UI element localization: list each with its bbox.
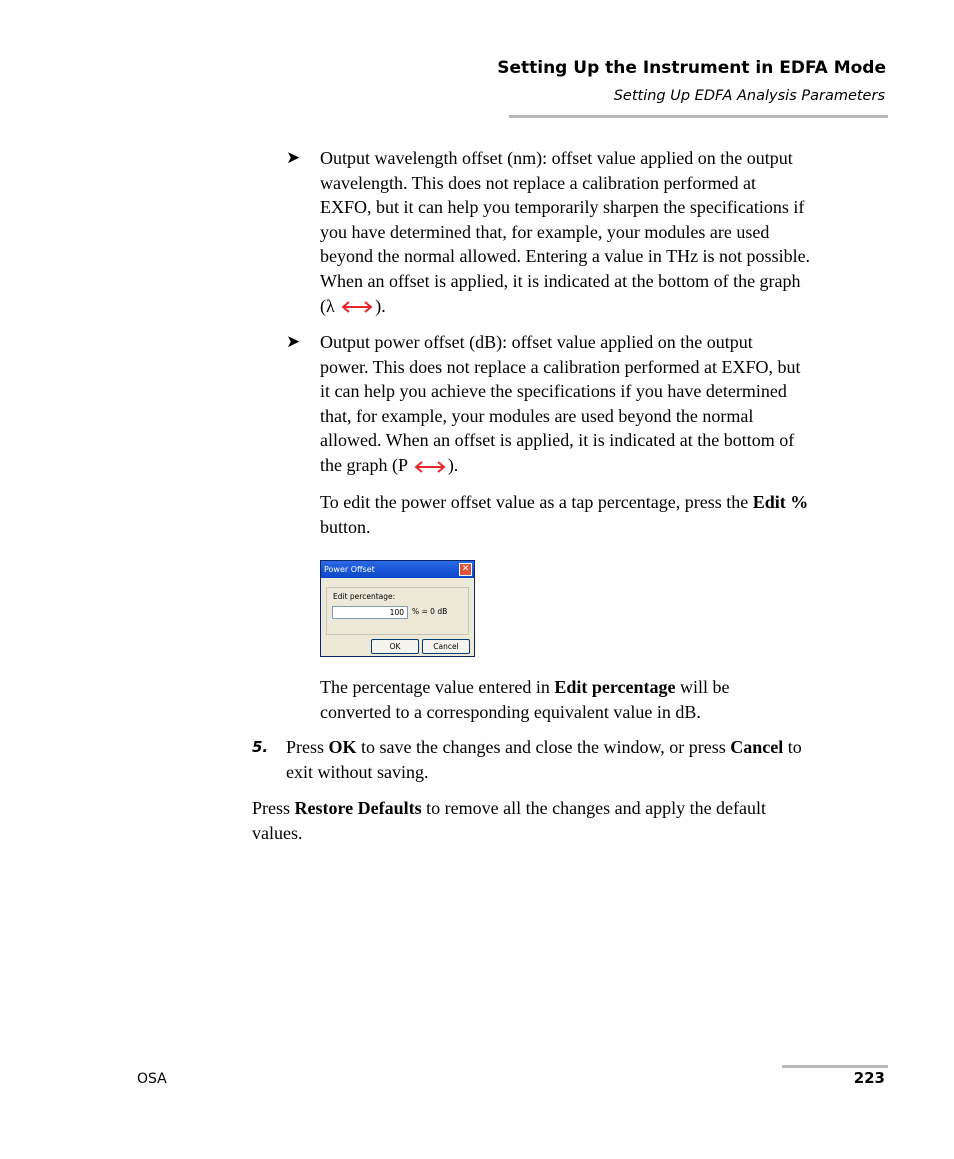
dialog-title: Power Offset xyxy=(324,565,375,574)
text-line: exit without saving. xyxy=(286,761,429,782)
text-line: you have determined that, for example, your modules are used xyxy=(320,221,770,242)
bold-term: Cancel xyxy=(730,737,784,757)
ok-button[interactable]: OK xyxy=(371,639,419,654)
dialog-title-bar xyxy=(321,561,474,578)
percentage-input[interactable]: 100 xyxy=(332,606,408,619)
text-run: To edit the power offset value as a tap percentage, press the xyxy=(320,492,753,512)
text-line: When an offset is applied, it is indicated at the bottom of the graph xyxy=(320,270,801,291)
conversion-note xyxy=(320,675,730,724)
power-offset-dialog xyxy=(320,560,475,657)
step-number: 5. xyxy=(252,738,269,756)
text-line xyxy=(252,796,766,821)
text-run: Press xyxy=(286,737,329,757)
bold-term: Edit % xyxy=(752,492,809,512)
bullet-wavelength-offset xyxy=(320,146,810,320)
symbol-open: the graph (P xyxy=(320,454,408,475)
text-run: to xyxy=(783,737,802,757)
running-header-title: Setting Up the Instrument in EDFA Mode xyxy=(497,58,886,78)
text-line: allowed. When an offset is applied, it is indicated at the bottom of xyxy=(320,430,795,451)
text-line xyxy=(320,675,730,700)
text-line: wavelength. This does not replace a calibration performed at xyxy=(320,172,756,193)
text-line: button. xyxy=(320,516,371,537)
text-run: to remove all the changes and apply the default xyxy=(421,798,767,818)
bullet-marker: ➤ xyxy=(286,332,301,351)
edit-percentage-group xyxy=(326,587,469,635)
restore-defaults-note xyxy=(252,796,766,845)
text-line: converted to a corresponding equivalent value in dB. xyxy=(320,701,701,722)
text-line: Output wavelength offset (nm): offset value applied on the output xyxy=(320,148,793,168)
db-equivalent-readout: % = 0 dB xyxy=(412,607,448,616)
text-line: Output power offset (dB): offset value applied on the output xyxy=(320,332,753,352)
symbol-close: ). xyxy=(375,295,386,316)
running-header-subtitle: Setting Up EDFA Analysis Parameters xyxy=(613,88,885,104)
text-line: power. This does not replace a calibration performed at EXFO, but xyxy=(320,356,801,377)
text-line xyxy=(320,490,808,515)
text-line xyxy=(320,453,801,479)
symbol-close: ). xyxy=(447,454,459,475)
edit-percent-note xyxy=(320,490,808,539)
text-run: will be xyxy=(675,677,730,697)
double-arrow-icon xyxy=(341,295,373,320)
text-line: that, for example, your modules are used beyond the normal xyxy=(320,405,754,426)
double-arrow-icon xyxy=(414,455,446,480)
bold-term: Edit percentage xyxy=(554,677,676,697)
footer-product: OSA xyxy=(137,1071,167,1087)
text-line xyxy=(320,294,810,320)
bullet-power-offset xyxy=(320,330,801,479)
header-rule xyxy=(509,115,888,118)
edit-percentage-label: Edit percentage: xyxy=(333,592,396,601)
text-run: to save the changes and close the window, or press xyxy=(356,737,731,757)
page-number: 223 xyxy=(853,1069,885,1087)
text-line: EXFO, but it can help you temporarily sharpen the specifications if xyxy=(320,197,805,218)
text-run: Press xyxy=(252,798,295,818)
bullet-marker: ➤ xyxy=(286,148,301,167)
symbol-open: (λ xyxy=(320,295,335,316)
step-5-text xyxy=(286,735,802,784)
text-line xyxy=(286,735,802,760)
close-icon[interactable]: ✕ xyxy=(459,563,472,576)
text-line: beyond the normal allowed. Entering a value in THz is not possible. xyxy=(320,246,811,267)
bold-term: Restore Defaults xyxy=(294,798,422,818)
cancel-button[interactable]: Cancel xyxy=(422,639,470,654)
text-line: it can help you achieve the specifications if you have determined xyxy=(320,381,787,402)
text-run: The percentage value entered in xyxy=(320,677,555,697)
footer-rule xyxy=(782,1065,888,1068)
bold-term: OK xyxy=(328,737,357,757)
text-line: values. xyxy=(252,822,303,843)
